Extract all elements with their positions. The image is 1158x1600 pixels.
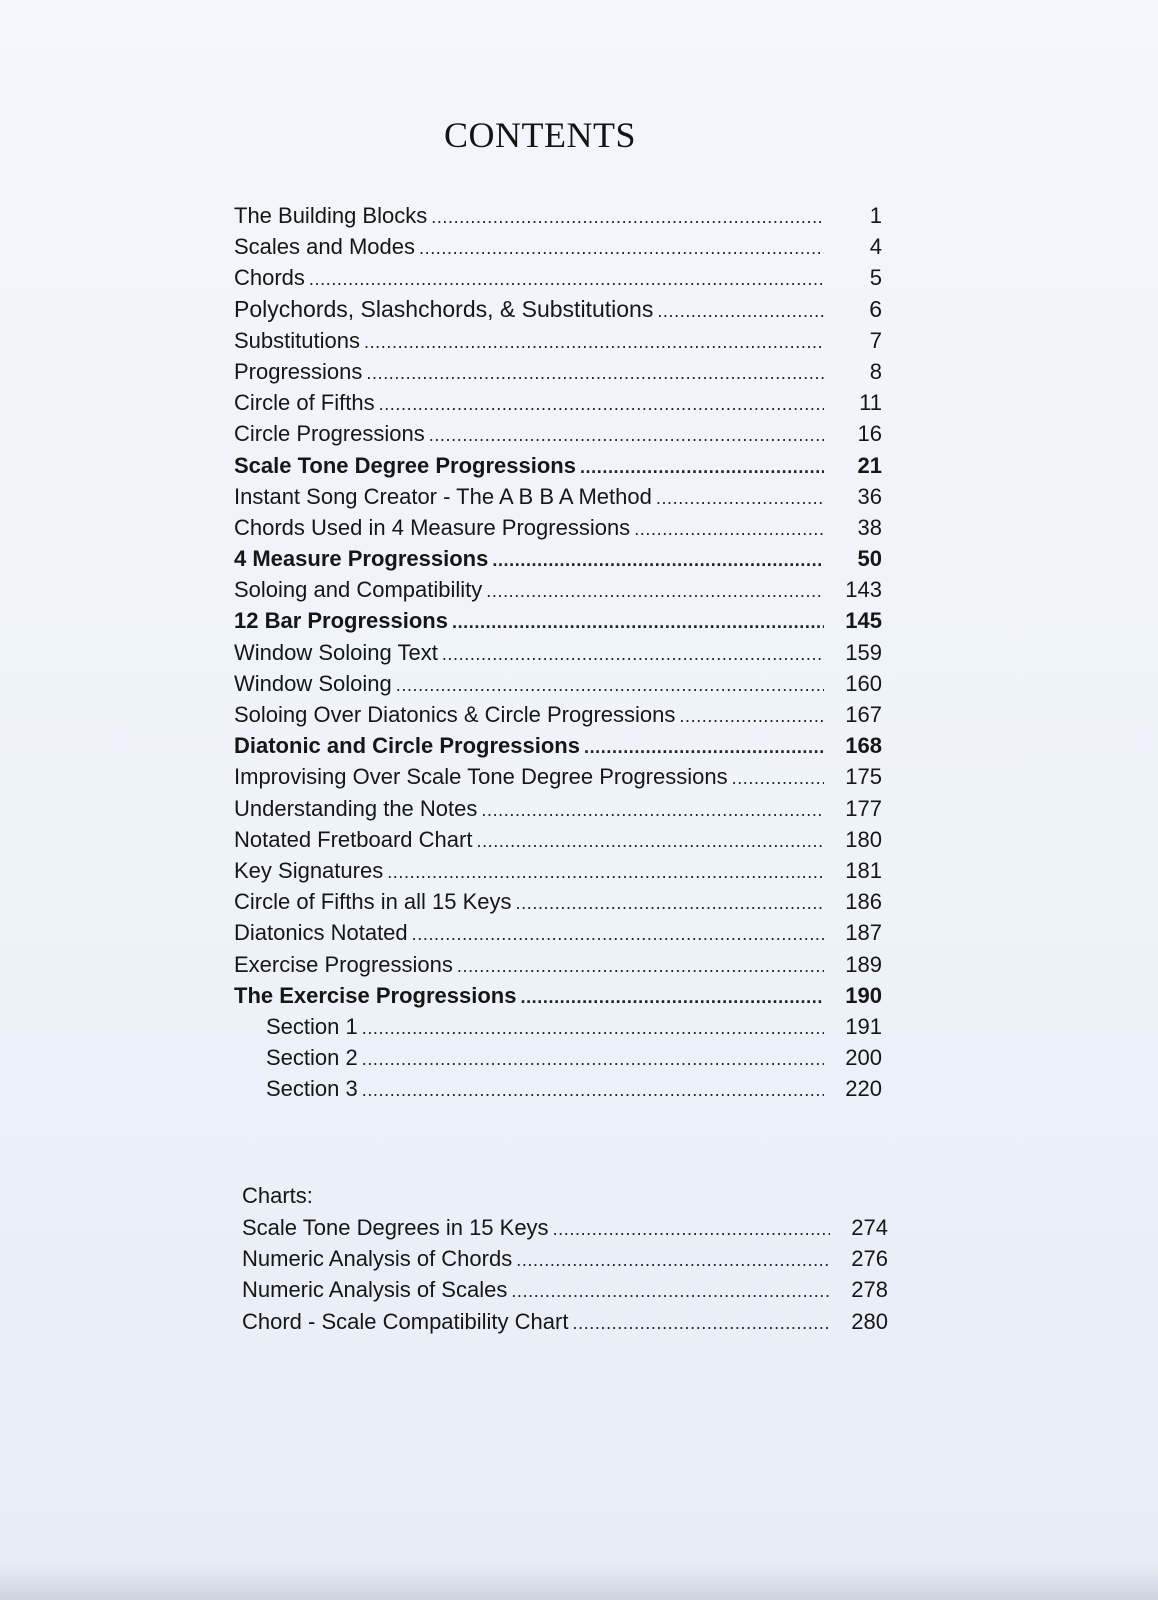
- toc-entry-page-number: 175: [845, 764, 882, 790]
- toc-entry-page-number: 8: [869, 358, 882, 384]
- toc-entry: [234, 1073, 882, 1104]
- dot-leader: [572, 1308, 830, 1339]
- dot-leader: [396, 670, 824, 701]
- toc-entry: [234, 387, 882, 418]
- dot-leader: [419, 233, 824, 264]
- toc-entry-page-number: 11: [859, 390, 882, 416]
- toc-entry: [234, 824, 882, 855]
- dot-leader: [387, 857, 824, 888]
- toc-entry: [234, 637, 882, 668]
- toc-entry: [234, 668, 882, 699]
- dot-leader: [412, 919, 824, 950]
- toc-entry-page-number: 143: [845, 577, 882, 603]
- toc-entry-title: Window Soloing Text: [234, 639, 438, 665]
- charts-section: [242, 1180, 888, 1337]
- dot-leader: [511, 1276, 830, 1307]
- toc-entry-page-number: 21: [857, 452, 882, 478]
- toc-entry-page-number: 6: [869, 295, 882, 322]
- toc-entry-title: Chords Used in 4 Measure Progressions: [234, 514, 631, 540]
- toc-entry-page-number: 160: [845, 670, 882, 696]
- dot-leader: [516, 888, 824, 919]
- toc-entry: [234, 980, 882, 1011]
- toc-entry-title: Substitutions: [234, 327, 360, 353]
- toc-entry-title: Instant Song Creator - The A B B A Method: [234, 483, 652, 509]
- toc-entry-page-number: 7: [869, 327, 882, 353]
- dot-leader: [553, 1214, 830, 1245]
- toc-entry: [234, 699, 882, 730]
- dot-leader: [457, 951, 824, 982]
- dot-leader: [362, 1044, 824, 1075]
- toc-entry-title: Diatonic and Circle Progressions: [234, 733, 580, 759]
- toc-entry-page-number: 50: [857, 546, 882, 572]
- toc-entry: [242, 1243, 888, 1274]
- toc-entry-page-number: 4: [869, 234, 882, 260]
- dot-leader: [580, 452, 824, 483]
- toc-entry-page-number: 16: [857, 421, 882, 447]
- toc-entry-page-number: 159: [845, 639, 882, 665]
- dot-leader: [634, 514, 824, 545]
- toc-entry: [234, 481, 882, 512]
- dot-leader: [442, 639, 824, 670]
- toc-entry: [234, 605, 882, 636]
- toc-entry-page-number: 278: [851, 1277, 888, 1303]
- toc-entry: [234, 730, 882, 761]
- toc-entry: [234, 917, 882, 948]
- dot-leader: [362, 1013, 824, 1044]
- toc-entry: [234, 793, 882, 824]
- toc-entry: [234, 262, 882, 293]
- toc-entry-title: Scales and Modes: [234, 234, 415, 260]
- toc-entry-title: Chord - Scale Compatibility Chart: [242, 1308, 569, 1334]
- toc-entry-title: Circle of Fifths in all 15 Keys: [234, 889, 512, 915]
- toc-entry-title: The Building Blocks: [234, 203, 428, 228]
- toc-entry-page-number: 186: [845, 889, 882, 915]
- toc-entry: [234, 450, 882, 481]
- toc-entry-title: Diatonics Notated: [234, 920, 408, 946]
- toc-entry-title: Polychords, Slashchords, & Substitutions: [234, 295, 654, 322]
- toc-entry-page-number: 191: [845, 1013, 882, 1039]
- toc-entry: [242, 1274, 888, 1305]
- dot-leader: [429, 420, 824, 451]
- toc-entry: [234, 418, 882, 449]
- toc-entry-title: Chords: [234, 265, 305, 291]
- dot-leader: [516, 1245, 830, 1276]
- dot-leader: [492, 545, 824, 576]
- toc-entry: [234, 200, 882, 231]
- dot-leader: [520, 982, 824, 1013]
- toc-entry-title: Numeric Analysis of Chords: [242, 1246, 513, 1272]
- toc-entry-page-number: 167: [845, 702, 882, 727]
- toc-entry-title: Soloing and Compatibility: [234, 577, 483, 603]
- toc-entry-title: Numeric Analysis of Scales: [242, 1277, 508, 1303]
- toc-entry-page-number: 187: [845, 920, 882, 946]
- toc-entry-title: 4 Measure Progressions: [234, 546, 489, 572]
- dot-leader: [657, 296, 824, 327]
- dot-leader: [366, 358, 824, 389]
- toc-entry-page-number: 274: [851, 1215, 888, 1240]
- toc-entry: [234, 325, 882, 356]
- toc-entry-page-number: 180: [845, 826, 882, 852]
- toc-entry-page-number: 36: [857, 483, 882, 509]
- dot-leader: [679, 701, 824, 732]
- dot-leader: [584, 732, 824, 763]
- toc-entry-page-number: 189: [845, 951, 882, 977]
- toc-entry-title: Section 1: [266, 1013, 358, 1039]
- toc-entry-title: 12 Bar Progressions: [234, 608, 448, 634]
- dot-leader: [309, 264, 824, 295]
- page-title: CONTENTS: [444, 115, 636, 155]
- toc-entry-page-number: 200: [845, 1045, 882, 1071]
- toc-entry: [234, 761, 882, 792]
- toc-entry-title: Key Signatures: [234, 857, 384, 883]
- dot-leader: [431, 202, 824, 233]
- toc-entry-page-number: 276: [851, 1246, 888, 1272]
- dot-leader: [362, 1075, 824, 1106]
- contents-list: [234, 200, 882, 1104]
- dot-leader: [656, 483, 824, 514]
- toc-entry-page-number: 190: [845, 982, 882, 1008]
- toc-entry: [234, 294, 882, 325]
- dot-leader: [481, 795, 824, 826]
- toc-entry-title: Exercise Progressions: [234, 951, 453, 977]
- toc-entry-title: Improvising Over Scale Tone Degree Progressions: [234, 764, 728, 790]
- toc-entry: [234, 1011, 882, 1042]
- toc-entry-page-number: 177: [845, 795, 882, 821]
- toc-entry-page-number: 5: [869, 265, 882, 291]
- toc-entry-page-number: 38: [857, 514, 882, 540]
- toc-entry-title: Scale Tone Degree Progressions: [234, 452, 576, 478]
- toc-entry-page-number: 145: [845, 608, 882, 634]
- charts-list: [242, 1212, 888, 1337]
- dot-leader: [476, 826, 824, 857]
- toc-entry-title: Circle of Fifths: [234, 390, 375, 416]
- toc-entry: [234, 543, 882, 574]
- toc-entry: [234, 356, 882, 387]
- toc-entry-title: Soloing Over Diatonics & Circle Progressions: [234, 702, 676, 727]
- toc-entry-title: Scale Tone Degrees in 15 Keys: [242, 1215, 549, 1240]
- dot-leader: [732, 763, 824, 794]
- toc-entry-title: Section 3: [266, 1076, 358, 1102]
- charts-heading: Charts:: [242, 1183, 313, 1208]
- toc-entry-title: Window Soloing: [234, 670, 392, 696]
- toc-entry: [234, 949, 882, 980]
- toc-entry-page-number: 1: [869, 203, 882, 228]
- toc-entry: [234, 512, 882, 543]
- toc-entry-title: Progressions: [234, 358, 363, 384]
- toc-entry: [234, 1042, 882, 1073]
- toc-entry: [234, 574, 882, 605]
- toc-entry-page-number: 168: [845, 733, 882, 759]
- toc-entry: [242, 1306, 888, 1337]
- toc-entry: [234, 231, 882, 262]
- toc-entry: [234, 855, 882, 886]
- toc-entry: [242, 1212, 888, 1243]
- toc-entry: [234, 886, 882, 917]
- dot-leader: [486, 576, 824, 607]
- toc-entry-title: The Exercise Progressions: [234, 982, 517, 1008]
- dot-leader: [379, 389, 824, 420]
- toc-entry-page-number: 280: [851, 1308, 888, 1334]
- toc-entry-title: Understanding the Notes: [234, 795, 478, 821]
- toc-entry-title: Notated Fretboard Chart: [234, 826, 473, 852]
- toc-entry-page-number: 181: [845, 857, 882, 883]
- toc-entry-title: Circle Progressions: [234, 421, 425, 447]
- toc-entry-title: Section 2: [266, 1045, 358, 1071]
- dot-leader: [452, 607, 824, 638]
- toc-entry-page-number: 220: [845, 1076, 882, 1102]
- dot-leader: [364, 327, 824, 358]
